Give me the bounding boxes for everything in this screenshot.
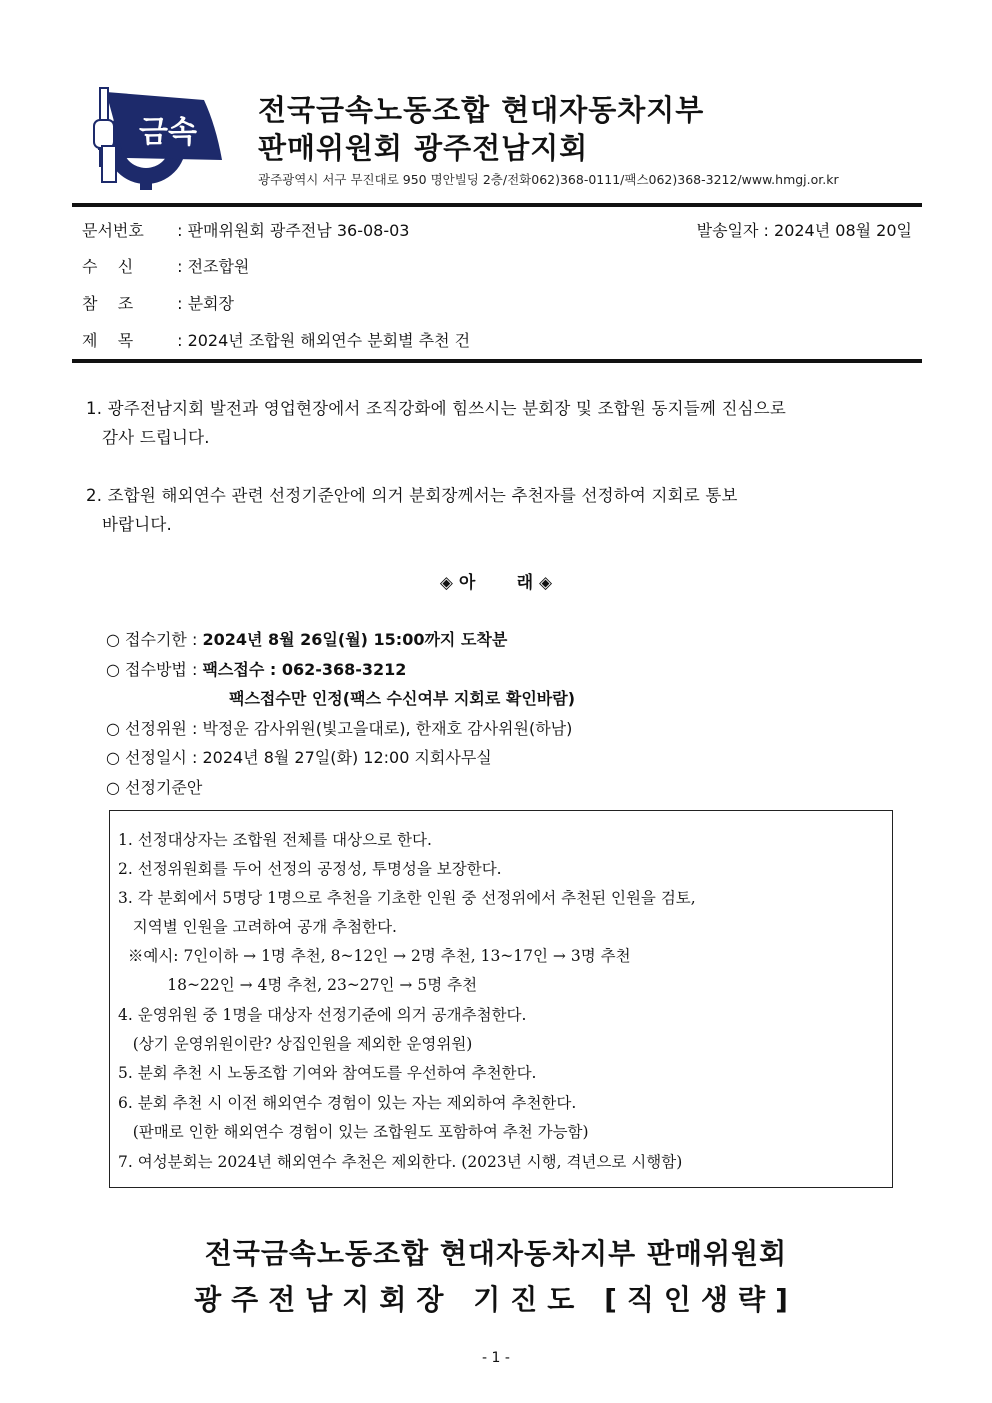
- deadline-row: [106, 627, 507, 650]
- signature-org: 전국금속노동조합 현대자동차지부 판매위원회: [204, 1237, 788, 1270]
- criteria-line: 3. 각 분회에서 5명당 1명으로 추천을 기초한 인원 중 선정위에서 추천된 인원을 검토,: [118, 889, 696, 907]
- paragraph-2-line1: 2. 조합원 해외연수 관련 선정기준안에 의거 분회장께서는 추천자를 선정하여 지회로 통보: [86, 486, 738, 505]
- org-address: 광주광역시 서구 무진대로 950 명안빌딩 2층/전화062)368-0111/팩스062)368-3212/www.hmgj.or.kr: [258, 172, 839, 187]
- method-note: 팩스접수만 인정(팩스 수신여부 지회로 확인바람): [229, 689, 576, 708]
- logo-text: 금속: [139, 115, 197, 150]
- issue-date-label: 발송일자: [696, 221, 759, 240]
- subject: 2024년 조합원 해외연수 분회별 추천 건: [187, 331, 471, 350]
- committee-label: ○ 선정위원 :: [106, 719, 198, 738]
- method-label: ○ 접수방법 :: [106, 660, 198, 679]
- section-title: ◈ 아 래 ◈: [439, 573, 553, 593]
- page-number: - 1 -: [482, 1350, 510, 1366]
- paragraph-2-line2: 바랍니다.: [102, 515, 173, 534]
- header-rule: [72, 203, 922, 207]
- cc-label: 참 조: [82, 294, 134, 313]
- org-name-line2: 판매위원회 광주전남지회: [258, 131, 589, 165]
- selection-date-row: [106, 745, 492, 768]
- selection-date-label: ○ 선정일시 :: [106, 748, 198, 767]
- criteria-label: ○ 선정기준안: [106, 778, 203, 797]
- criteria-line: (판매로 인한 해외연수 경험이 있는 조합원도 포함하여 추천 가능함): [118, 1123, 589, 1141]
- criteria-example-line: 18~22인 → 4명 추천, 23~27인 → 5명 추천: [118, 976, 478, 994]
- issue-date-row: 발송일자 : 2024년 08월 20일: [696, 221, 912, 240]
- method: 팩스접수 : 062-368-3212: [202, 660, 407, 679]
- criteria-example-line: ※예시: 7인이하 → 1명 추천, 8~12인 → 2명 추천, 13~17인 → 3명 추천: [118, 947, 631, 965]
- cc-row: 참 조 : 분회장: [82, 291, 234, 314]
- subject-row: 제 목 : 2024년 조합원 해외연수 분회별 추천 건: [82, 328, 470, 351]
- union-logo: [84, 86, 224, 190]
- signature-name: 광주전남지회장 기진도 [직인생략]: [194, 1283, 798, 1316]
- recipient-row: 수 신 : 전조합원: [82, 254, 249, 277]
- paragraph-1-line2: 감사 드립니다.: [102, 428, 210, 447]
- criteria-line: 7. 여성분회는 2024년 해외연수 추천은 제외한다. (2023년 시행, 격년으로 시행함): [118, 1153, 683, 1171]
- deadline-label: ○ 접수기한 :: [106, 630, 198, 649]
- cc: 분회장: [187, 294, 234, 313]
- recipient: 전조합원: [187, 257, 250, 276]
- criteria-line: 2. 선정위원회를 두어 선정의 공정성, 투명성을 보장한다.: [118, 860, 502, 878]
- criteria-line: 4. 운영위원 중 1명을 대상자 선정기준에 의거 공개추첨한다.: [118, 1006, 527, 1024]
- meta-rule: [72, 359, 922, 363]
- criteria-line: 1. 선정대상자는 조합원 전체를 대상으로 한다.: [118, 831, 432, 849]
- selection-date: 2024년 8월 27일(화) 12:00 지회사무실: [202, 748, 492, 767]
- subject-label: 제 목: [82, 331, 134, 350]
- committee: 박정운 감사위원(빛고을대로), 한재호 감사위원(하남): [202, 719, 573, 738]
- issue-date: 2024년 08월 20일: [774, 221, 912, 240]
- criteria-line: 6. 분회 추천 시 이전 해외연수 경험이 있는 자는 제외하여 추천한다.: [118, 1094, 577, 1112]
- doc-number-row: 문서번호 : 판매위원회 광주전남 36-08-03: [82, 218, 409, 241]
- deadline: 2024년 8월 26일(월) 15:00까지 도착분: [202, 630, 508, 649]
- criteria-line: (상기 운영위원이란? 상집인원을 제외한 운영위원): [118, 1035, 473, 1053]
- criteria-line: 지역별 인원을 고려하여 공개 추첨한다.: [118, 918, 397, 936]
- criteria-line: 5. 분회 추천 시 노동조합 기여와 참여도를 우선하여 추천한다.: [118, 1064, 537, 1082]
- paragraph-1-line1: 1. 광주전남지회 발전과 영업현장에서 조직강화에 힘쓰시는 분회장 및 조합원 동지들께 진심으로: [86, 399, 787, 418]
- committee-row: [106, 716, 572, 739]
- doc-number: 판매위원회 광주전남 36-08-03: [187, 221, 410, 240]
- recipient-label: 수 신: [82, 257, 134, 276]
- org-name-line1: 전국금속노동조합 현대자동차지부: [258, 93, 705, 127]
- doc-number-label: 문서번호: [82, 221, 144, 240]
- method-row: [106, 657, 406, 680]
